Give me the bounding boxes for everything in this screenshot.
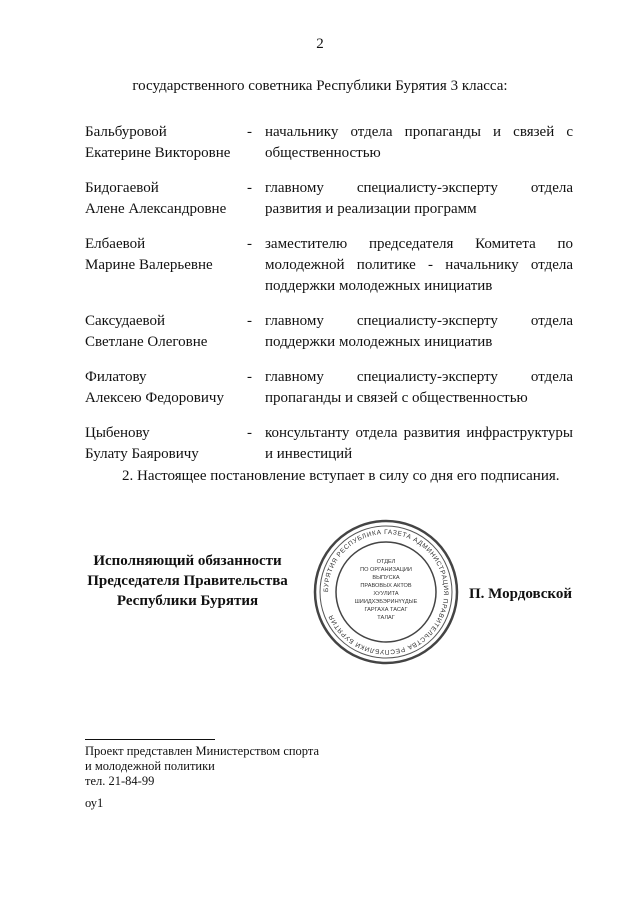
- document-code: оу1: [85, 796, 104, 810]
- appointee-given-names: Светлане Олеговне: [85, 334, 208, 350]
- appointee-surname: Бидогаевой: [85, 180, 159, 196]
- footnote-line: Проект представлен Министерством спорта: [85, 744, 320, 758]
- appointee-dash: -: [247, 236, 252, 252]
- seal-line: ШИИДХЭБЭРИНҮҮДЫЕ: [354, 599, 418, 605]
- appointee-dash: -: [247, 425, 252, 441]
- seal-line: ГАРГАХА ТАСАГ: [364, 607, 408, 613]
- seal-line: ТАЛАГ: [377, 615, 395, 621]
- appointee-name: [85, 122, 250, 164]
- appointee-position: главному специалисту-эксперту отдела развития и реализации программ: [265, 180, 573, 217]
- appointee-given-names: Алексею Федоровичу: [85, 390, 224, 406]
- appointee-dash: -: [247, 369, 252, 385]
- appointee-row: [85, 311, 573, 353]
- official-seal-icon: [312, 518, 460, 666]
- appointee-given-names: Булату Баяровичу: [85, 446, 199, 462]
- appointee-row: [85, 234, 573, 297]
- appointees-list: [85, 122, 573, 479]
- appointee-position: главному специалисту-эксперту отдела пропаганды и связей с общественностью: [265, 369, 573, 406]
- signatory-title-line: Председателя Правительства: [87, 573, 288, 589]
- appointee-given-names: Марине Валерьевне: [85, 257, 213, 273]
- appointee-row: [85, 367, 573, 409]
- appointee-dash: -: [247, 313, 252, 329]
- appointee-position: начальнику отдела пропаганды и связей с общественностью: [265, 124, 573, 161]
- seal-line: ВЫПУСКА: [372, 575, 400, 581]
- signatory-title-line: Республики Бурятия: [116, 593, 259, 609]
- appointee-name: [85, 367, 250, 409]
- intro-text: государственного советника Республики Бурятия 3 класса:: [132, 78, 508, 94]
- seal-line: ПРАВОВЫХ АКТОВ: [360, 583, 412, 589]
- appointee-name: [85, 234, 250, 276]
- appointee-position: главному специалисту-эксперту отдела поддержки молодежных инициатив: [265, 313, 573, 350]
- decree-item-2: 2. Настоящее постановление вступает в силу со дня его подписания.: [122, 468, 560, 484]
- appointee-row: [85, 423, 573, 465]
- appointee-name: [85, 311, 250, 353]
- appointee-surname: Филатову: [85, 369, 147, 385]
- appointee-dash: -: [247, 124, 252, 140]
- footnote-divider: [85, 739, 215, 740]
- appointee-name: [85, 423, 250, 465]
- appointee-row: [85, 122, 573, 164]
- signer-name: П. Мордовской: [468, 586, 572, 602]
- appointee-position: заместителю председателя Комитета по молодежной политике - начальнику отдела поддержки молодежных инициатив: [265, 236, 573, 294]
- appointee-surname: Саксудаевой: [85, 313, 166, 329]
- signatory-title-line: Исполняющий обязанности: [93, 553, 282, 569]
- page-number: 2: [316, 36, 324, 52]
- footnote: [85, 744, 319, 789]
- seal-line: ОТДЕЛ: [376, 559, 396, 565]
- appointee-name: [85, 178, 250, 220]
- signatory-title: [70, 551, 305, 611]
- appointee-surname: Бальбуровой: [85, 124, 167, 140]
- appointee-given-names: Алене Александровне: [85, 201, 227, 217]
- seal-outer-text: БУРЯТИЯ РЕСПУБЛИКА ГАЗЕТА АДМИНИСТРАЦИЯ ПРАВИТЕЛЬСТВА РЕСПУБЛИКИ БУРЯТИЯ: [322, 528, 450, 656]
- seal-line: ХУУЛИТА: [373, 591, 399, 597]
- appointee-surname: Елбаевой: [85, 236, 146, 252]
- appointee-position: консультанту отдела развития инфраструктуры и инвестиций: [265, 425, 573, 462]
- appointee-dash: -: [247, 180, 252, 196]
- appointee-given-names: Екатерине Викторовне: [85, 145, 231, 161]
- appointee-surname: Цыбенову: [85, 425, 150, 441]
- appointee-row: [85, 178, 573, 220]
- footnote-line: тел. 21-84-99: [85, 774, 155, 788]
- footnote-line: и молодежной политики: [85, 759, 215, 773]
- seal-line: ПО ОРГАНИЗАЦИИ: [360, 567, 412, 573]
